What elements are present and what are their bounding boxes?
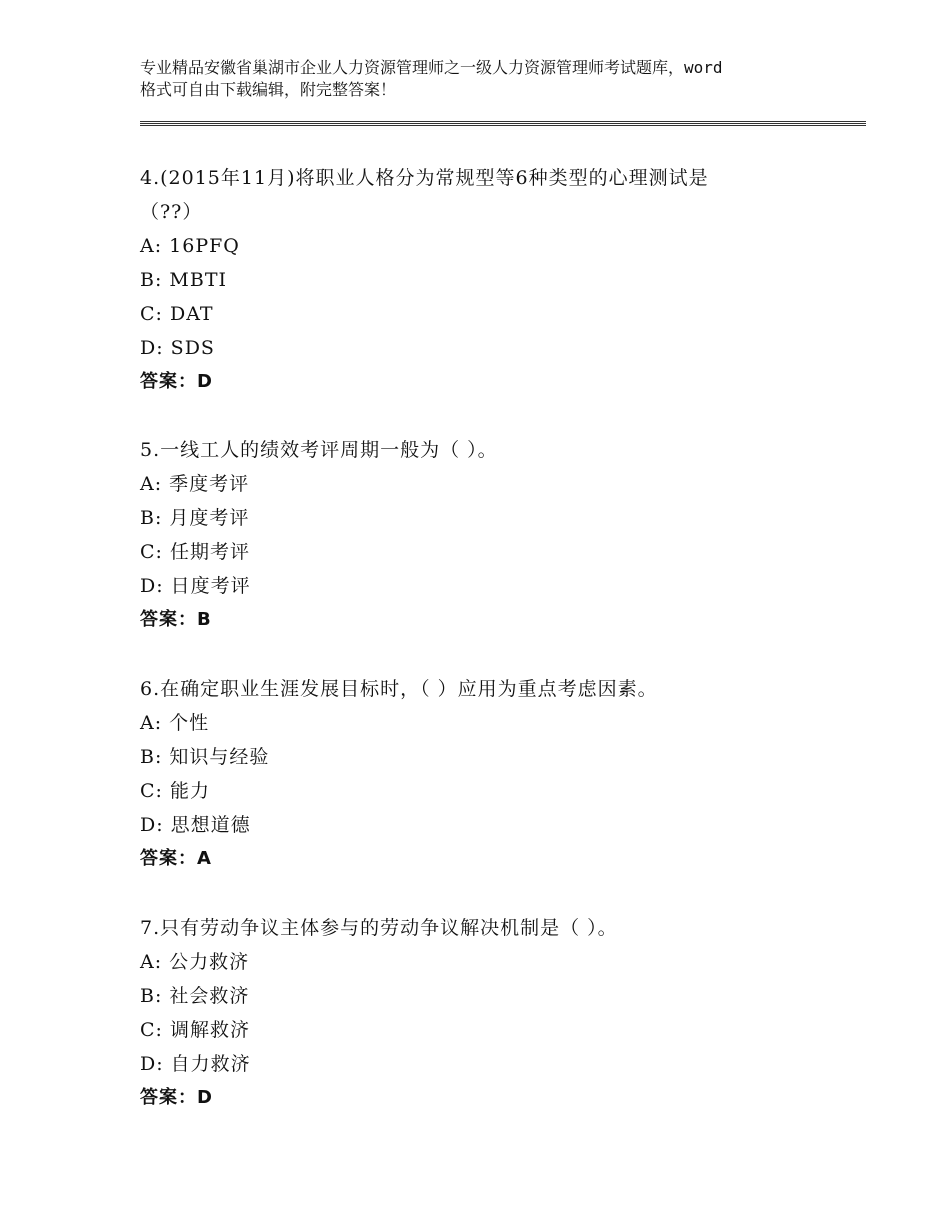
option-c: C: 任期考评 [140,541,250,563]
question-stem: 4.(2015年11月)将职业人格分为常规型等6种类型的心理测试是 [140,167,709,189]
option-a: A: 公力救济 [140,951,250,973]
answer-label: 答案：D [140,1087,213,1108]
header-title-line-2: 格式可自由下载编辑，附完整答案！ [140,80,397,99]
option-b: B: 社会救济 [140,985,250,1007]
question-stem: 6.在确定职业生涯发展目标时，（ ）应用为重点考虑因素。 [140,678,658,700]
question-stem: 7.只有劳动争议主体参与的劳动争议解决机制是（ ）。 [140,917,618,939]
header-title-line-1: 专业精品安徽省巢湖市企业人力资源管理师之一级人力资源管理师考试题库，word [140,58,723,77]
option-a: A: 季度考评 [140,473,250,495]
answer-label: 答案：D [140,371,213,392]
option-a: A: 16PFQ [140,235,240,257]
answer-label: 答案：A [140,848,212,869]
option-b: B: 知识与经验 [140,746,270,768]
question-block [140,433,830,637]
question-stem: 5.一线工人的绩效考评周期一般为（ ）。 [140,439,498,461]
question-block [140,672,830,876]
option-c: C: DAT [140,303,214,325]
divider-line [140,125,866,126]
option-b: B: MBTI [140,269,227,291]
question-block [140,161,830,399]
question-block [140,911,830,1115]
question-stem-continued: （??） [140,201,203,223]
option-d: D: 思想道德 [140,814,251,836]
document-header [140,57,830,101]
option-c: C: 调解救济 [140,1019,250,1041]
divider-line [140,121,866,122]
answer-label: 答案：B [140,609,212,630]
option-a: A: 个性 [140,712,210,734]
option-d: D: 日度考评 [140,575,251,597]
option-c: C: 能力 [140,780,210,802]
option-b: B: 月度考评 [140,507,250,529]
divider-line [140,123,866,124]
option-d: D: SDS [140,337,215,359]
header-divider [140,121,866,127]
option-d: D: 自力救济 [140,1053,251,1075]
